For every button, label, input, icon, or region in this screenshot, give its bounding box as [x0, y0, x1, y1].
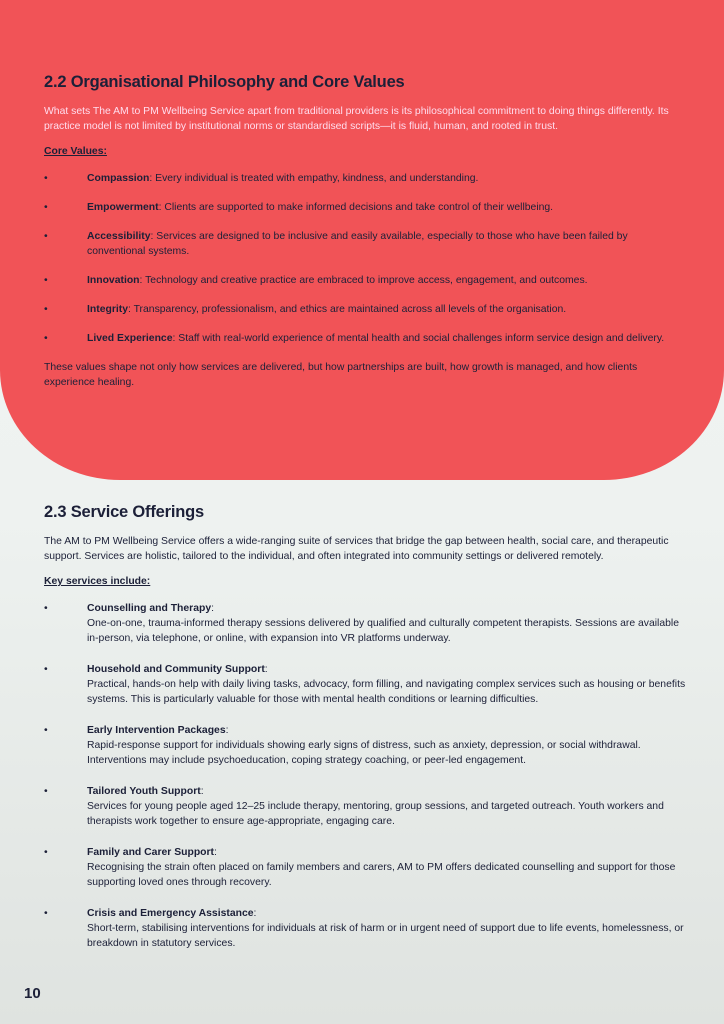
- value-term: Innovation: [87, 275, 140, 286]
- core-value-item: [44, 331, 686, 346]
- colon: :: [253, 908, 257, 919]
- value-description: : Transparency, professionalism, and ethics are maintained across all levels of the organisation.: [128, 304, 567, 315]
- bullet-icon: •: [44, 786, 48, 797]
- bullet-icon: •: [44, 847, 48, 858]
- value-term: Accessibility: [87, 231, 151, 242]
- service-term-line: [87, 784, 686, 799]
- service-item: [44, 845, 686, 890]
- core-value-item: [44, 302, 686, 317]
- value-description: : Staff with real-world experience of mental health and social challenges inform service design and delivery.: [172, 333, 665, 344]
- service-term-line: [87, 723, 686, 738]
- service-term: Household and Community Support: [87, 664, 265, 675]
- core-value-item: [44, 229, 686, 259]
- service-description: Practical, hands-on help with daily living tasks, advocacy, form filling, and navigating complex services such as housing or benefits systems. This is particularly valuable for those with mental health conditions or learning difficulties.: [87, 679, 686, 705]
- bullet-icon: •: [44, 173, 48, 184]
- service-term: Counselling and Therapy: [87, 603, 212, 614]
- bullet-icon: •: [44, 664, 48, 675]
- bullet-icon: •: [44, 304, 48, 315]
- service-term: Tailored Youth Support: [87, 786, 201, 797]
- section-title: 2.3 Service Offerings: [44, 503, 204, 521]
- service-description: Recognising the strain often placed on family members and carers, AM to PM offers dedicated counselling and support for those supporting loved ones through recovery.: [87, 862, 676, 888]
- colon: :: [264, 664, 268, 675]
- service-term-line: [87, 601, 686, 616]
- core-value-item: [44, 200, 686, 215]
- value-description: : Clients are supported to make informed decisions and take control of their wellbeing.: [158, 202, 554, 213]
- service-term: Early Intervention Packages: [87, 725, 226, 736]
- service-description: Rapid-response support for individuals showing early signs of distress, such as anxiety, depression, or social withdrawal. Interventions may include psychoeducation, coping strategy coaching, or peer-led engagement.: [87, 740, 641, 766]
- value-term: Integrity: [87, 304, 128, 315]
- core-value-item: [44, 273, 686, 288]
- value-description: : Services are designed to be inclusive and easily available, especially to those who have been failed by conventional systems.: [87, 231, 628, 257]
- bullet-icon: •: [44, 202, 48, 213]
- service-description: Short-term, stabilising interventions for individuals at risk of harm or in urgent need of support due to life events, homelessness, or breakdown in statutory services.: [87, 923, 684, 949]
- section-services: [44, 503, 686, 967]
- bullet-icon: •: [44, 908, 48, 919]
- section-philosophy: [44, 73, 686, 390]
- colon: :: [214, 847, 217, 858]
- page-number: 10: [24, 985, 41, 1002]
- section-title: 2.2 Organisational Philosophy and Core Values: [44, 73, 405, 91]
- service-item: [44, 906, 686, 951]
- service-item: [44, 662, 686, 707]
- service-term-line: [87, 662, 686, 677]
- value-description: : Every individual is treated with empathy, kindness, and understanding.: [149, 173, 479, 184]
- bullet-icon: •: [44, 275, 48, 286]
- core-value-item: [44, 171, 686, 186]
- service-term: Family and Carer Support: [87, 847, 215, 858]
- service-term: Crisis and Emergency Assistance: [87, 908, 254, 919]
- bullet-icon: •: [44, 603, 48, 614]
- value-description: : Technology and creative practice are embraced to improve access, engagement, and outcomes.: [139, 275, 588, 286]
- value-term: Compassion: [87, 173, 150, 184]
- service-term-line: [87, 906, 686, 921]
- service-item: [44, 601, 686, 646]
- key-services-subheading: Key services include:: [44, 576, 151, 587]
- service-description: Services for young people aged 12–25 include therapy, mentoring, group sessions, and targeted outreach. Youth workers and therapists work together to ensure age-appropriate, engaging care.: [87, 801, 664, 827]
- bullet-icon: •: [44, 333, 48, 344]
- colon: :: [200, 786, 204, 797]
- value-term: Lived Experience: [87, 333, 173, 344]
- service-term-line: [87, 845, 686, 860]
- value-term: Empowerment: [87, 202, 159, 213]
- intro-paragraph: What sets The AM to PM Wellbeing Service apart from traditional providers is its philosophical commitment to doing things differently. Its practice model is not limited by institutional norms or standardised scripts—it is fluid, human, and rooted in trust.: [44, 106, 669, 132]
- bullet-icon: •: [44, 725, 48, 736]
- intro-paragraph: The AM to PM Wellbeing Service offers a wide-ranging suite of services that bridge the gap between health, social care, and therapeutic support. Services are holistic, tailored to the individual, and often integrated into community settings or delivered remotely.: [44, 536, 669, 562]
- colon: :: [225, 725, 229, 736]
- service-description: One-on-one, trauma-informed therapy sessions delivered by qualified and culturally competent therapists. Sessions are available in-person, via telephone, or online, with expansion into VR platforms underway.: [87, 618, 680, 644]
- outro-paragraph: These values shape not only how services are delivered, but how partnerships are built, how growth is managed, and how clients experience healing.: [44, 362, 638, 388]
- core-values-subheading: Core Values:: [44, 146, 107, 157]
- service-item: [44, 723, 686, 768]
- bullet-icon: •: [44, 231, 48, 242]
- colon: :: [211, 603, 215, 614]
- service-item: [44, 784, 686, 829]
